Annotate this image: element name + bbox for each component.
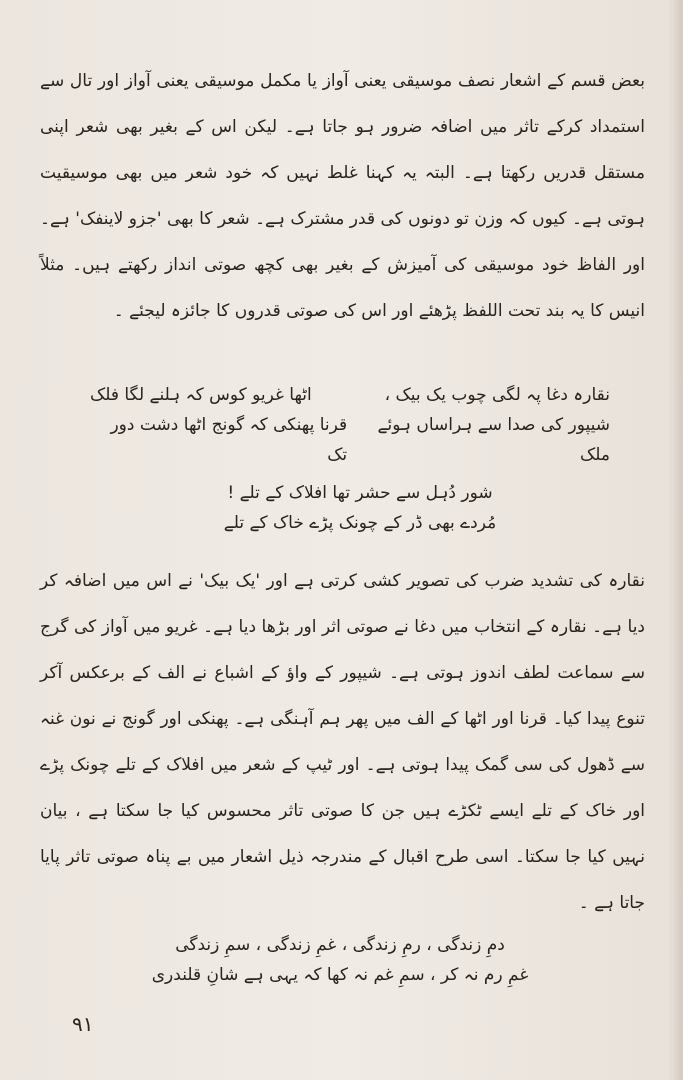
body-text (40, 58, 645, 334)
verse-line: غمِ رم نہ کر ، سمِ غم نہ کھا کہ یہی ہے شانِ قلندری (151, 965, 529, 985)
anis-verse-ending (150, 478, 570, 538)
verse-line: شیپور کی صدا سے ہراساں ہوئے ملک (377, 415, 610, 465)
verse-line: قرنا پھنکی کہ گونج اٹھا دشت دور تک (110, 415, 348, 465)
verse-line: مُردے بھی ڈر کے چونک پڑے خاک کے تلے (223, 513, 497, 533)
paragraph-2: نقارہ کی تشدید ضرب کی تصویر کشی کرتی ہے اور 'یک بیک' نے اس میں اضافہ کر دیا ہے۔ نقارہ کے انتخاب میں دغا نے صوتی اثر اور بڑھا دیا ہے۔ غریو میں آواز کی گرج سے سماعت لطف اندوز ہوتی ہے۔ شیپور کے واؤ کے اشباع نے الف کے برعکس آکر تنوع پیدا کیا۔ قرنا اور اٹھا کے الف میں پھر ہم آہنگی ہے۔ پھنکی اور گونج نے نون غنہ سے ڈھول کی سی گمک پیدا ہوتی ہے۔ اور ٹیپ کے شعر میں افلاک کے تلے چونک پڑے اور خاک کے تلے ایسے ٹکڑے ہیں جن کا صوتی تاثر محسوس کیا جا سکتا ہے ، بیان نہیں کیا جا سکتا۔ اسی طرح اقبال کے مندرجہ ذیل اشعار میں بے پناہ صوتی تاثر پایا جاتا ہے ۔ (40, 571, 645, 913)
anis-verse (90, 380, 610, 470)
page-number: ۹۱ (72, 1012, 94, 1036)
verse-line: نقارہ دغا پہ لگی چوب یک بیک ، (384, 385, 610, 405)
body-text-2 (40, 558, 645, 926)
verse-row-2 (90, 410, 610, 470)
iqbal-verse (130, 930, 550, 990)
paragraph-1: بعض قسم کے اشعار نصف موسیقی یعنی آواز یا مکمل موسیقی یعنی آواز اور تال سے استمداد کرکے تاثر میں اضافہ ضرور ہو جاتا ہے۔ لیکن اس کے بغیر بھی شعر اپنی مستقل قدریں رکھتا ہے۔ البتہ یہ کہنا غلط نہیں کہ خود شعر میں بھی موسیقیت ہوتی ہے۔ کیوں کہ وزن تو دونوں کی قدر مشترک ہے۔ شعر کا بھی 'جزو لاینفک' ہے۔ اور الفاظ خود موسیقی کی آمیزش کے بغیر بھی کچھ صوتی انداز رکھتے ہیں۔ مثلاً انیس کا یہ بند تحت اللفظ پڑھئے اور اس کی صوتی قدروں کا جائزہ لیجئے ۔ (40, 71, 645, 321)
verse-line: شور دُہل سے حشر تھا افلاک کے تلے ! (227, 483, 493, 503)
verse-line: اٹھا غریو کوس کہ ہلنے لگا فلک (90, 385, 312, 405)
verse-line: دمِ زندگی ، رمِ زندگی ، غمِ زندگی ، سمِ زندگی (175, 935, 505, 955)
verse-row-1 (90, 380, 610, 410)
